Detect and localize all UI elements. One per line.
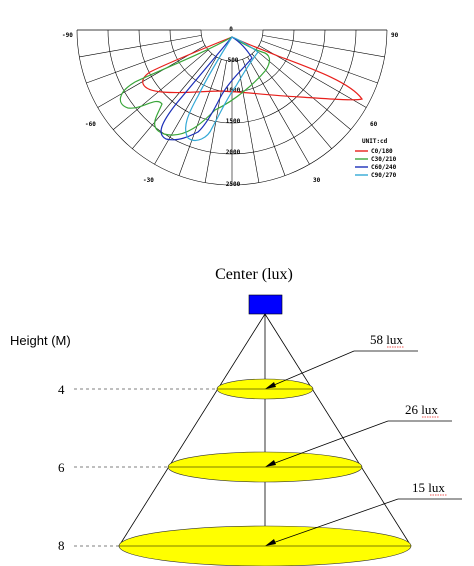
cone-right-edge	[265, 314, 411, 546]
lux-leader-4m	[267, 351, 354, 388]
polar-legend	[355, 138, 397, 179]
height-label-4: 4	[58, 382, 65, 397]
grid-spoke-m40	[132, 54, 212, 149]
legend-label-3: C90/270	[371, 172, 397, 179]
height-axis-label: Height (M)	[10, 333, 71, 348]
height-label-6: 6	[58, 460, 65, 475]
grid-spoke-30	[248, 57, 310, 164]
angle-label-minus-60: -60	[85, 121, 96, 128]
angle-label-0: 0	[229, 26, 233, 33]
polar-grid	[77, 30, 387, 185]
curve-c0-180	[143, 37, 362, 100]
grid-spoke-m20	[179, 59, 221, 176]
angle-label-30: 30	[313, 177, 321, 184]
grid-spoke-40	[252, 54, 332, 149]
radial-label-500: 500	[227, 57, 239, 64]
legend-label-2: C60/240	[371, 164, 397, 171]
illuminance-cone-diagram	[10, 266, 462, 566]
lux-label-4m: 58 lux	[370, 332, 403, 347]
grid-spoke-80	[263, 35, 385, 57]
grid-spoke-m30	[155, 57, 217, 164]
grid-spoke-m50	[113, 50, 208, 130]
radial-label-2000: 2000	[225, 149, 241, 156]
grid-spoke-20	[243, 59, 285, 176]
grid-spoke-50	[256, 50, 351, 130]
radial-label-2500: 2500	[225, 181, 241, 188]
cone-left-edge	[119, 314, 265, 546]
angle-label-minus-90: -90	[62, 32, 73, 39]
grid-spoke-m80	[79, 35, 201, 57]
light-fixture	[249, 295, 282, 314]
photometric-curves	[120, 37, 362, 140]
radial-label-1500: 1500	[225, 118, 241, 125]
radial-label-1000: 1000	[225, 87, 241, 94]
legend-unit: UNIT:cd	[362, 138, 388, 145]
legend-label-0: C0/180	[371, 148, 393, 155]
angle-label-60: 60	[370, 121, 378, 128]
angle-label-minus-30: -30	[143, 177, 154, 184]
lux-label-6m: 26 lux	[405, 402, 438, 417]
legend-label-1: C30/210	[371, 156, 397, 163]
angle-label-90: 90	[391, 32, 399, 39]
height-label-8: 8	[58, 538, 65, 553]
polar-candela-chart	[62, 26, 399, 188]
lux-label-8m: 15 lux	[412, 480, 445, 495]
grid-spoke-70	[261, 41, 378, 83]
cone-title: Center (lux)	[215, 266, 293, 283]
legend-entries	[355, 148, 397, 179]
